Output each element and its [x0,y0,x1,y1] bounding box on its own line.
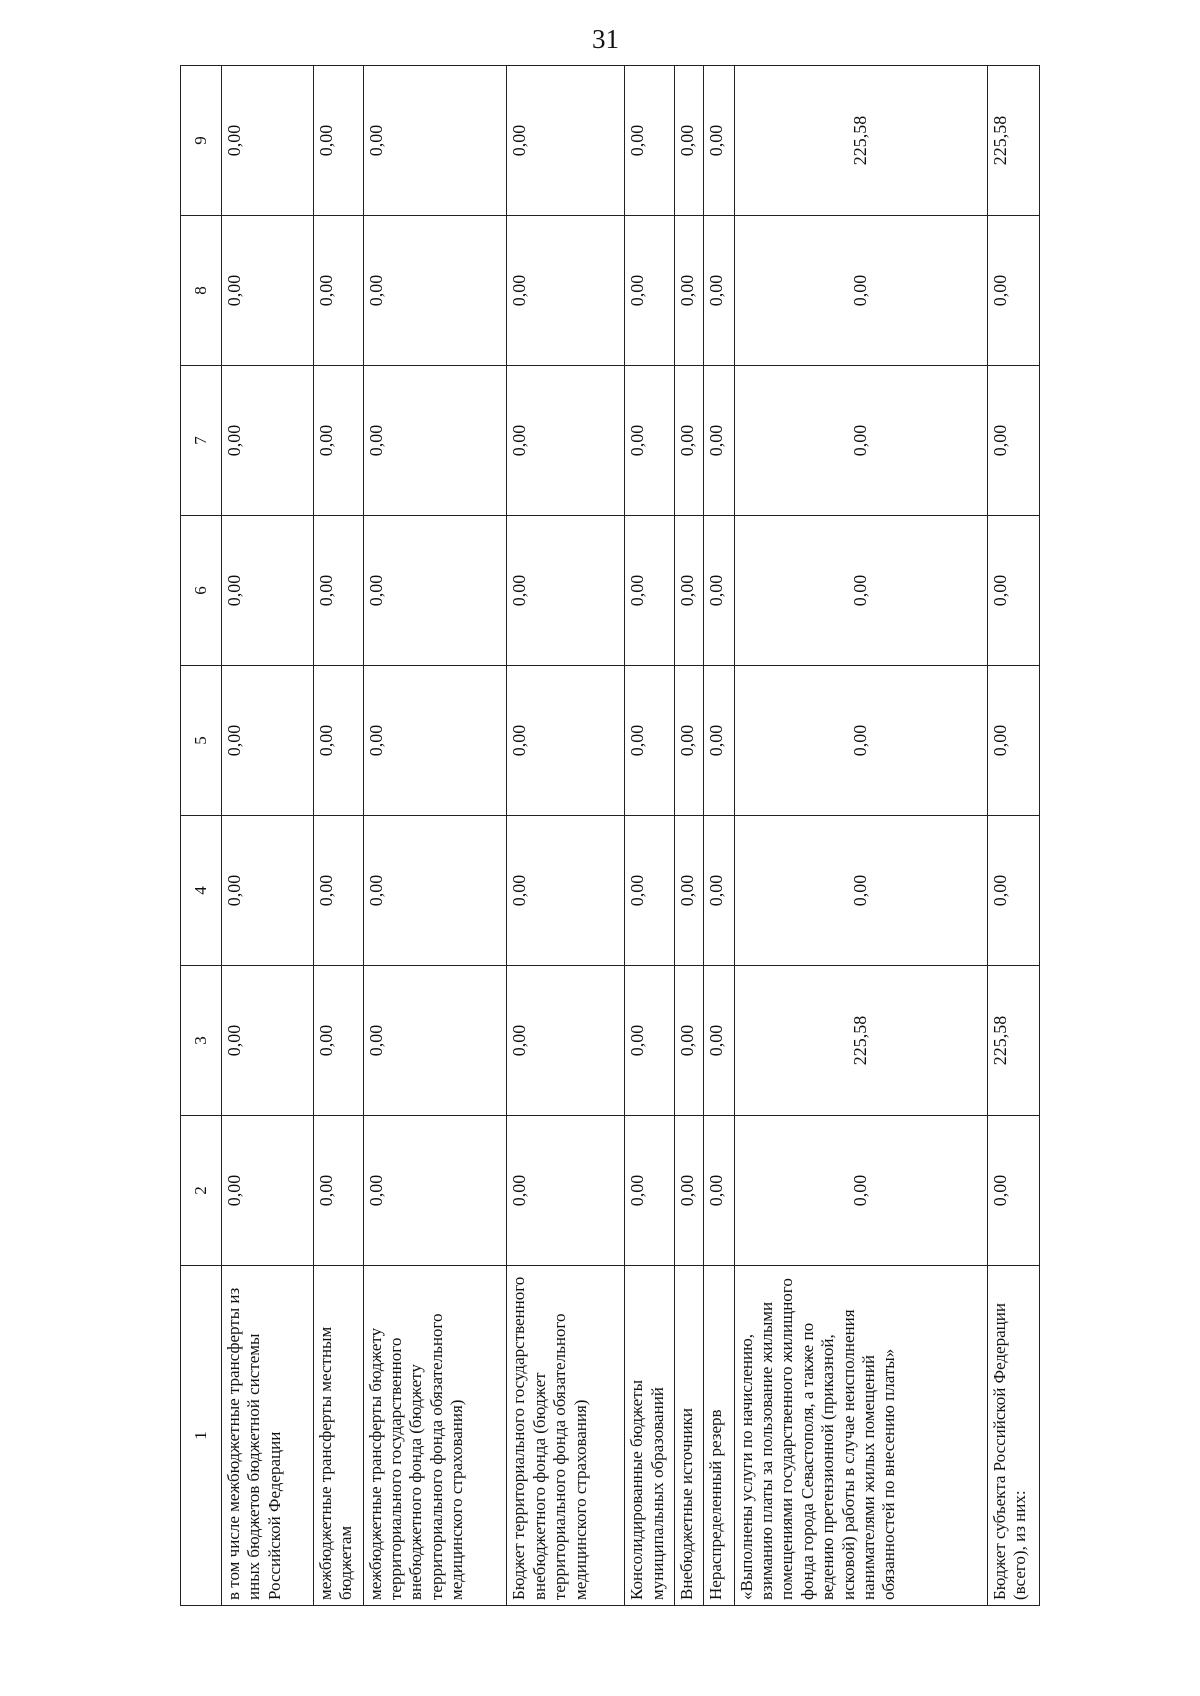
column-header: 4 [181,816,222,966]
table-cell: 0,00 [675,966,704,1116]
row-label: в том числе межбюджетные трансферты из иных бюджетов бюджетной системы Российской Федерации [222,1266,314,1606]
table-cell: 0,00 [313,666,363,816]
table-cell: 0,00 [704,816,735,966]
table-cell: 0,00 [704,666,735,816]
table-cell: 0,00 [507,1116,625,1266]
table-cell: 0,00 [507,666,625,816]
table-cell: 0,00 [313,966,363,1116]
column-header: 7 [181,366,222,516]
table-cell: 0,00 [987,216,1039,366]
table-cell: 0,00 [987,1116,1039,1266]
column-header: 6 [181,516,222,666]
row-label: Нераспределенный резерв [704,1266,735,1606]
table-cell: 225,58 [734,966,987,1116]
table-cell: 0,00 [675,66,704,216]
row-label: «Выполнены услуги по начислению, взиманию платы за пользование жилыми помещениями государственного жилищного фонда города Севастополя, а также по ведению претензионной (приказной, исковой) работы в случае неисполнения нанимателями жилых помещений обязанностей по внесению платы» [734,1266,987,1606]
table-row [625,66,675,1606]
table-cell: 0,00 [734,666,987,816]
row-label: межбюджетные трансферты бюджету территориального государственного внебюджетного фонда (бюджету территориального фонда обязательного медицинского страхования) [363,1266,507,1606]
table-cell: 0,00 [704,216,735,366]
table-row [734,66,987,1606]
table-cell: 0,00 [222,1116,314,1266]
table-cell: 0,00 [363,1116,507,1266]
column-header: 3 [181,966,222,1116]
row-label: межбюджетные трансферты местным бюджетам [313,1266,363,1606]
page-number: 31 [592,24,619,54]
table-cell: 0,00 [313,66,363,216]
table-row [704,66,735,1606]
rotated-table-wrapper [180,66,1040,1606]
table-cell: 0,00 [625,516,675,666]
table-cell: 0,00 [507,816,625,966]
table-cell: 0,00 [507,516,625,666]
table-cell: 0,00 [734,216,987,366]
table-cell: 0,00 [675,666,704,816]
table-cell: 0,00 [363,666,507,816]
table-cell: 0,00 [704,1116,735,1266]
table-cell: 0,00 [363,966,507,1116]
table-cell: 0,00 [675,216,704,366]
table-cell: 0,00 [675,816,704,966]
table-cell: 0,00 [313,216,363,366]
table-cell: 0,00 [734,516,987,666]
row-label: Бюджет территориального государственного внебюджетного фонда (бюджет территориального фонда обязательного медицинского страхования) [507,1266,625,1606]
budget-table [180,65,1040,1606]
table-cell: 0,00 [507,216,625,366]
table-cell: 0,00 [313,816,363,966]
column-header: 8 [181,216,222,366]
table-cell: 0,00 [313,516,363,666]
table-cell: 0,00 [507,366,625,516]
table-cell: 0,00 [222,66,314,216]
table-cell: 0,00 [363,66,507,216]
row-label: Консолидированные бюджеты муниципальных образований [625,1266,675,1606]
table-cell: 225,58 [734,66,987,216]
table-cell: 0,00 [625,216,675,366]
table-cell: 0,00 [222,516,314,666]
table-cell: 0,00 [734,1116,987,1266]
table-cell: 0,00 [363,366,507,516]
table-cell: 0,00 [363,516,507,666]
table-cell: 0,00 [625,366,675,516]
table-cell: 0,00 [987,516,1039,666]
table-cell: 0,00 [734,816,987,966]
column-header: 5 [181,666,222,816]
table-cell: 0,00 [363,216,507,366]
table-cell: 0,00 [625,966,675,1116]
table-cell: 0,00 [313,366,363,516]
table-cell: 0,00 [675,1116,704,1266]
table-cell: 0,00 [675,516,704,666]
table-cell: 0,00 [222,216,314,366]
table-cell: 0,00 [222,666,314,816]
table-cell: 0,00 [313,1116,363,1266]
table-row [987,66,1039,1606]
table-cell: 0,00 [704,366,735,516]
table-cell: 0,00 [987,816,1039,966]
table-cell: 0,00 [704,966,735,1116]
table-cell: 0,00 [625,66,675,216]
table-cell: 0,00 [704,516,735,666]
table-cell: 0,00 [222,966,314,1116]
table-cell: 225,58 [987,66,1039,216]
table-cell: 0,00 [987,366,1039,516]
table-cell: 0,00 [987,666,1039,816]
table-cell: 0,00 [625,666,675,816]
column-header: 1 [181,1266,222,1606]
table-cell: 0,00 [222,366,314,516]
table-cell: 0,00 [625,816,675,966]
table-cell: 0,00 [507,966,625,1116]
table-row [507,66,625,1606]
table-cell: 0,00 [625,1116,675,1266]
table-cell: 0,00 [507,66,625,216]
table-cell: 0,00 [363,816,507,966]
column-header: 2 [181,1116,222,1266]
table-header-row [181,66,222,1606]
table-row [313,66,363,1606]
table-cell: 0,00 [222,816,314,966]
table-row [363,66,507,1606]
row-label: Внебюджетные источники [675,1266,704,1606]
table-cell: 0,00 [704,66,735,216]
column-header: 9 [181,66,222,216]
table-cell: 0,00 [675,366,704,516]
table-cell: 0,00 [734,366,987,516]
row-label: Бюджет субъекта Российской Федерации (всего), из них: [987,1266,1039,1606]
table-row [222,66,314,1606]
table-row [675,66,704,1606]
table-cell: 225,58 [987,966,1039,1116]
